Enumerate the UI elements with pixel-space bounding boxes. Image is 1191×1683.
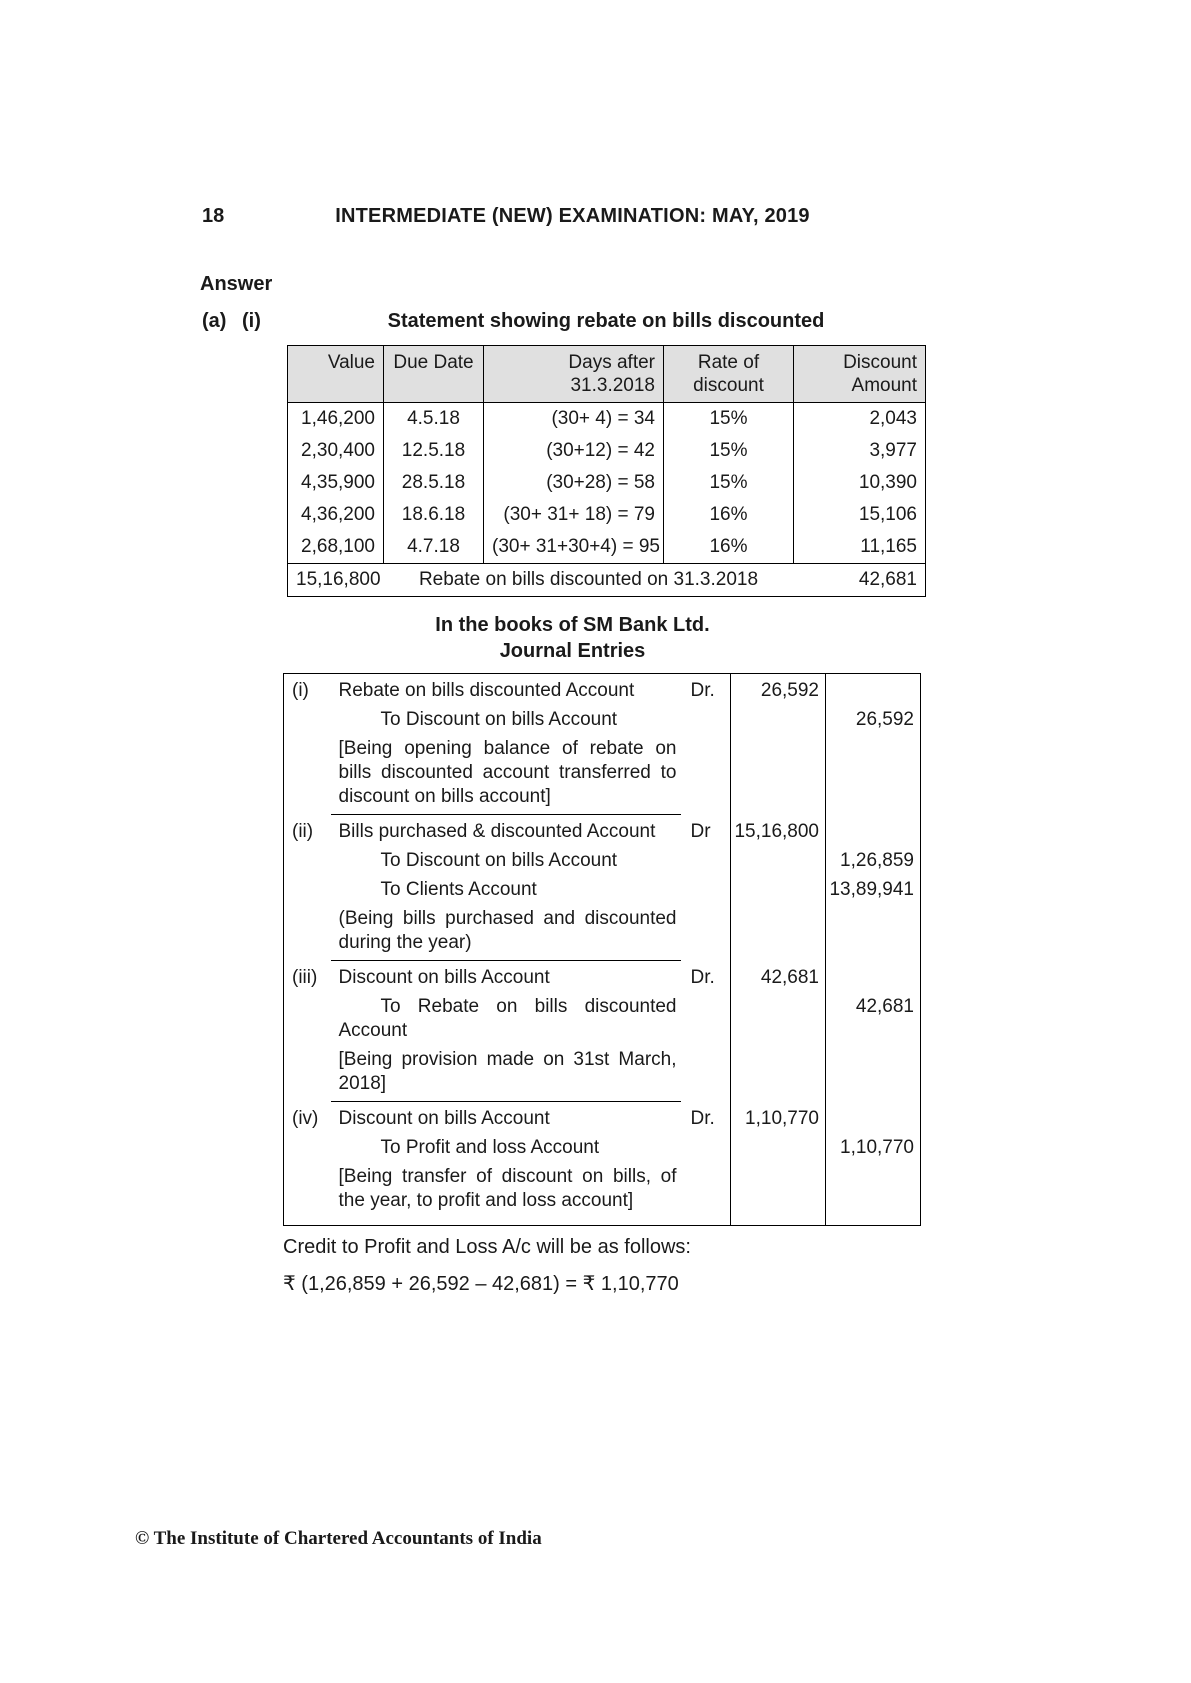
journal-dr-label: [681, 1043, 731, 1102]
journal-entry-number: (i): [292, 680, 309, 701]
journal-credit-amount: [826, 674, 921, 704]
journal-line-row: [284, 1131, 921, 1160]
journal-particulars: To Discount on bills Account: [380, 709, 618, 730]
journal-line-row: [284, 815, 921, 845]
cell-due-date: 28.5.18: [384, 467, 484, 499]
journal-narration: [Being transfer of discount on bills, of the year, to profit and loss account]: [338, 1166, 677, 1211]
column-header-discount-amount: [794, 346, 926, 403]
credit-formula-line: ₹ (1,26,859 + 26,592 – 42,681) = ₹ 1,10,770: [283, 1273, 679, 1295]
column-header-rate: [664, 346, 794, 403]
column-header-amount-line1: Discount: [843, 352, 917, 373]
answer-part-row: [200, 310, 945, 337]
cell-days-after: (30+ 4) = 34: [484, 403, 664, 436]
statement-title: Statement showing rebate on bills discounted: [387, 310, 825, 332]
cell-days-after: (30+ 31+30+4) = 95: [484, 531, 664, 564]
credit-note-line: Credit to Profit and Loss A/c will be as follows:: [283, 1236, 691, 1258]
journal-credit-amount: [826, 961, 921, 991]
journal-dr-label: [681, 902, 731, 961]
page-header: [200, 205, 945, 231]
column-header-days-line2: 31.3.2018: [570, 375, 655, 396]
journal-credit-amount: 13,89,941: [826, 873, 921, 902]
cell-rate: 15%: [664, 467, 794, 499]
cell-days-after: (30+12) = 42: [484, 435, 664, 467]
journal-line-row: [284, 732, 921, 815]
journal-particulars: To Clients Account: [380, 879, 537, 900]
cell-value: 4,35,900: [301, 472, 375, 493]
statement-header-row: [288, 346, 926, 403]
journal-credit-amount: [826, 815, 921, 845]
journal-credit-amount: 1,10,770: [826, 1131, 921, 1160]
cell-due-date: 4.5.18: [384, 403, 484, 436]
journal-debit-amount: [731, 990, 826, 1043]
cell-due-date: 4.7.18: [384, 531, 484, 564]
journal-entry-number: [284, 873, 331, 902]
journal-debit-amount: [731, 1131, 826, 1160]
journal-credit-amount: [826, 1043, 921, 1102]
journal-line-row: [284, 1043, 921, 1102]
journal-debit-amount: 1,10,770: [731, 1102, 826, 1132]
journal-dr-label: Dr: [690, 820, 711, 842]
journal-particulars: Discount on bills Account: [338, 1108, 550, 1129]
cell-rate: 15%: [664, 403, 794, 436]
journal-narration: [Being opening balance of rebate on bills discounted account transferred to discount on bills account]: [331, 732, 681, 815]
journal-credit-amount: 1,26,859: [826, 844, 921, 873]
journal-debit-amount: [731, 732, 826, 815]
journal-line-row: [284, 844, 921, 873]
statement-body: [288, 403, 926, 564]
total-label: Rebate on bills discounted on 31.3.2018: [384, 564, 794, 597]
part-label: (a): [202, 310, 227, 332]
column-header-days-line1: Days after: [568, 352, 655, 373]
journal-particulars: To Rebate on bills discounted Account: [338, 996, 677, 1041]
page-number: 18: [202, 205, 225, 227]
cell-days-after: (30+28) = 58: [484, 467, 664, 499]
journal-credit-amount: [826, 732, 921, 815]
journal-credit-amount: 26,592: [826, 703, 921, 732]
journal-particulars: Bills purchased & discounted Account: [338, 821, 656, 842]
cell-discount-amount: 15,106: [794, 499, 926, 531]
journal-entries-table: [283, 673, 921, 1226]
cell-due-date: 12.5.18: [384, 435, 484, 467]
statement-row: [288, 531, 926, 564]
journal-dr-label: Dr.: [690, 680, 715, 701]
journal-line-row: [284, 703, 921, 732]
cell-value: 2,68,100: [301, 536, 375, 557]
journal-particulars: To Profit and loss Account: [380, 1137, 600, 1158]
journal-dr-label: [681, 1131, 731, 1160]
cell-due-date: 18.6.18: [384, 499, 484, 531]
cell-value: 4,36,200: [301, 504, 375, 525]
page-header-title: INTERMEDIATE (NEW) EXAMINATION: MAY, 2019: [335, 205, 810, 227]
journal-particulars: Rebate on bills discounted Account: [338, 680, 635, 701]
total-value: 15,16,800: [288, 564, 384, 597]
journal-line-row: [284, 990, 921, 1043]
journal-debit-amount: [731, 902, 826, 961]
cell-rate: 16%: [664, 531, 794, 564]
journal-line-row: [284, 1160, 921, 1226]
journal-entry-number: [284, 1160, 331, 1226]
journal-dr-label: [681, 873, 731, 902]
journal-entry-number: [284, 732, 331, 815]
journal-entry-number: [284, 990, 331, 1043]
journal-entries-heading: Journal Entries: [499, 640, 646, 662]
journal-credit-amount: 42,681: [826, 990, 921, 1043]
journal-debit-amount: 26,592: [731, 674, 826, 704]
journal-entry-number: [284, 902, 331, 961]
cell-discount-amount: 11,165: [794, 531, 926, 564]
journal-debit-amount: [731, 1043, 826, 1102]
journal-entry-number: [284, 703, 331, 732]
journal-line-row: [284, 902, 921, 961]
cell-discount-amount: 10,390: [794, 467, 926, 499]
journal-book-heading: In the books of SM Bank Ltd.: [435, 614, 710, 636]
journal-dr-label: [681, 990, 731, 1043]
total-amount: 42,681: [794, 564, 926, 597]
journal-entry-number: (ii): [292, 820, 314, 842]
journal-entry-number: [284, 1131, 331, 1160]
sub-part-label: (i): [242, 310, 261, 332]
journal-narration: (Being bills purchased and discounted during the year): [331, 902, 681, 961]
journal-debit-amount: [731, 1160, 826, 1226]
journal-dr-label: [681, 1160, 731, 1226]
rebate-statement-table: [287, 345, 926, 597]
journal-particulars: Discount on bills Account: [338, 967, 550, 988]
statement-row: [288, 403, 926, 436]
journal-line-row: [284, 873, 921, 902]
cell-discount-amount: 2,043: [794, 403, 926, 436]
journal-entry-number: [284, 1043, 331, 1102]
journal-credit-amount: [826, 902, 921, 961]
column-header-due-date: Due Date: [384, 346, 484, 403]
journal-debit-amount: 42,681: [731, 961, 826, 991]
statement-row: [288, 467, 926, 499]
journal-debit-amount: [731, 703, 826, 732]
journal-debit-amount: [731, 873, 826, 902]
journal-dr-label: [681, 703, 731, 732]
journal-debit-amount: [731, 844, 826, 873]
journal-dr-label: Dr.: [690, 1107, 715, 1129]
copyright-footer: © The Institute of Chartered Accountants of India: [135, 1528, 542, 1549]
journal-credit-amount: [826, 1160, 921, 1226]
statement-total-row: [288, 564, 926, 597]
column-header-days-after: [484, 346, 664, 403]
journal-line-row: [284, 674, 921, 704]
journal-line-row: [284, 1102, 921, 1132]
journal-entry-number: [284, 844, 331, 873]
column-header-rate-line2: discount: [693, 375, 764, 396]
journal-credit-amount: [826, 1102, 921, 1132]
journal-dr-label: [681, 844, 731, 873]
cell-value: 1,46,200: [301, 408, 375, 429]
cell-days-after: (30+ 31+ 18) = 79: [484, 499, 664, 531]
journal-line-row: [284, 961, 921, 991]
journal-dr-label: [681, 732, 731, 815]
cell-rate: 16%: [664, 499, 794, 531]
journal-entry-number: (iv): [292, 1107, 319, 1129]
journal-dr-label: Dr.: [690, 966, 715, 988]
journal-particulars: To Discount on bills Account: [380, 850, 618, 871]
cell-discount-amount: 3,977: [794, 435, 926, 467]
cell-rate: 15%: [664, 435, 794, 467]
statement-row: [288, 435, 926, 467]
journal-body: [284, 674, 921, 1226]
answer-heading: Answer: [200, 273, 273, 295]
column-header-value: Value: [288, 346, 384, 403]
page-content: [200, 0, 945, 1296]
column-header-rate-line1: Rate of: [697, 352, 760, 373]
journal-entry-number: (iii): [292, 966, 318, 988]
cell-value: 2,30,400: [301, 440, 375, 461]
journal-narration: [Being provision made on 31st March, 2018]: [331, 1043, 681, 1102]
journal-debit-amount: 15,16,800: [731, 815, 826, 845]
column-header-amount-line2: Amount: [851, 375, 917, 396]
statement-row: [288, 499, 926, 531]
